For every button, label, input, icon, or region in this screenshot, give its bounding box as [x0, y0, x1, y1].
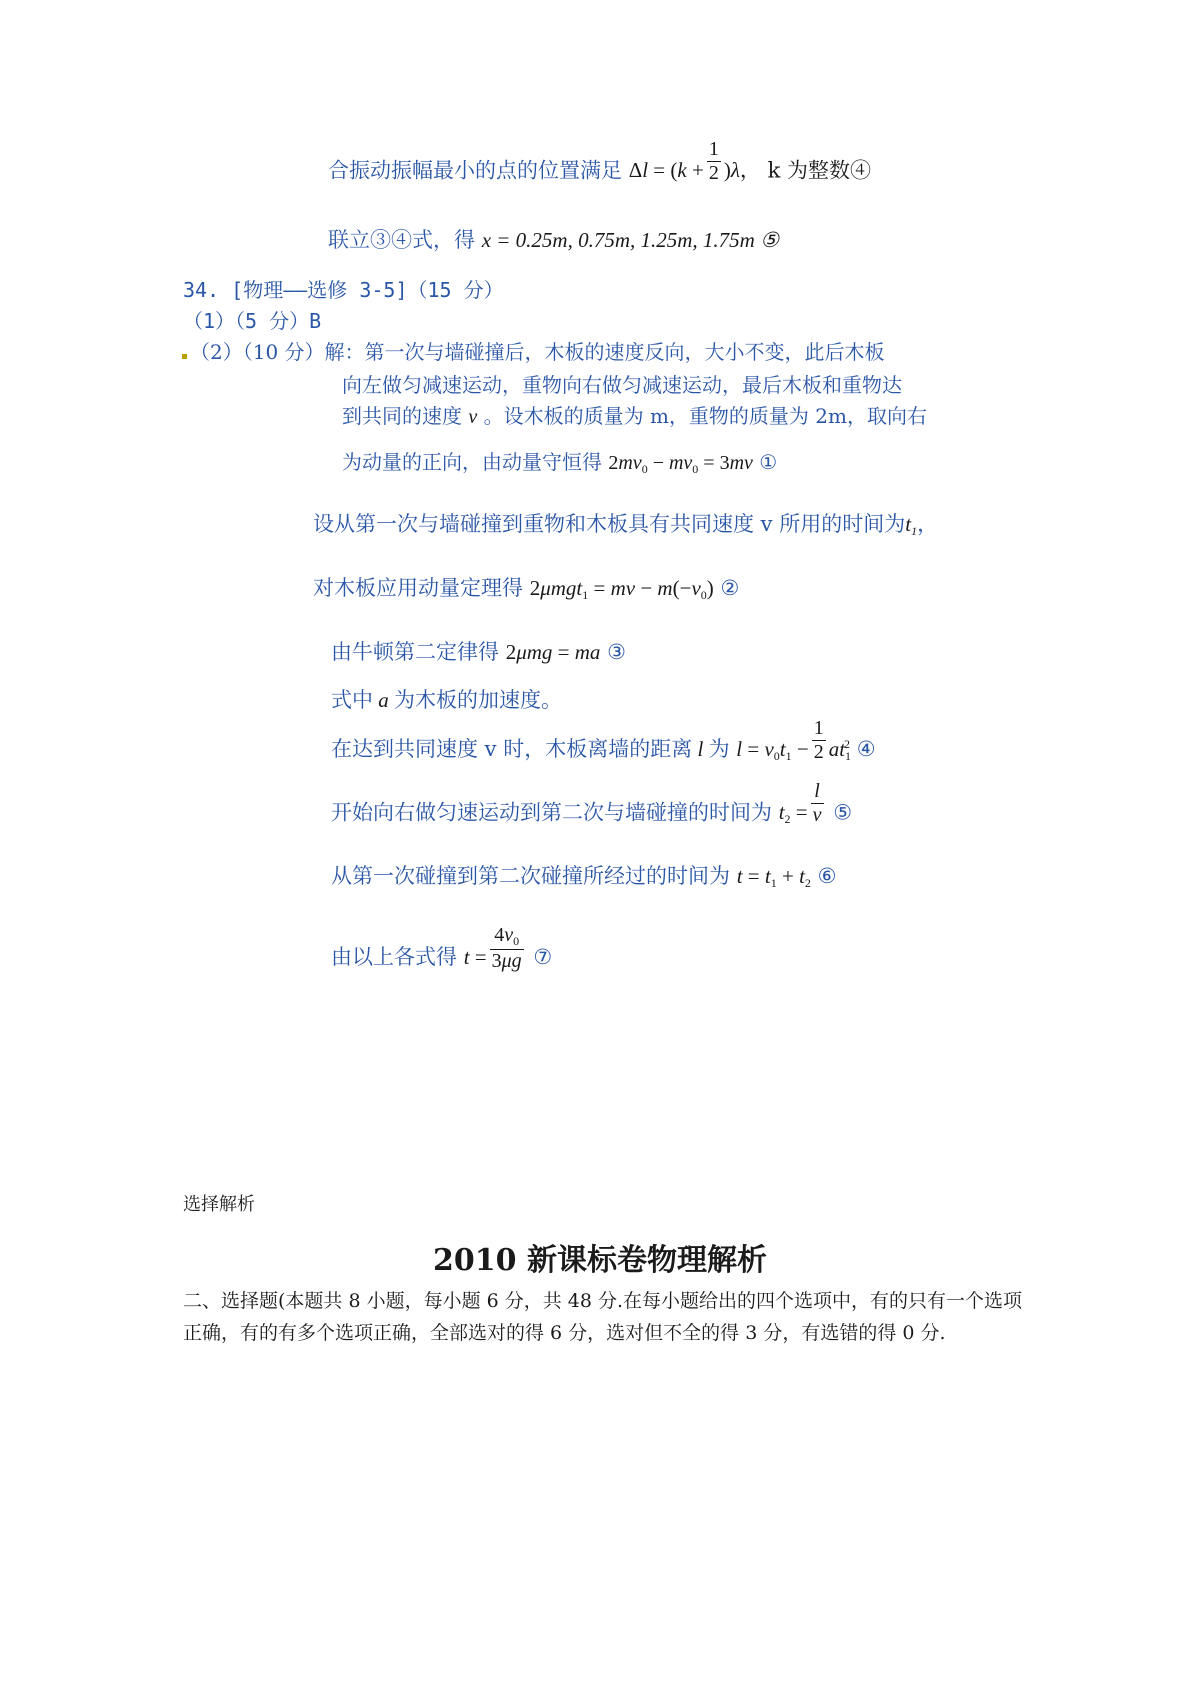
part-2-line-3: [342, 406, 927, 427]
eq2-mark: ②: [720, 576, 740, 600]
eq1-formula: $2mv_0 - mv_0 = 3mv$: [608, 452, 753, 476]
momentum-text: 为动量的正向，由动量守恒得: [342, 450, 602, 474]
text-line-combine: [328, 230, 779, 251]
eq1-mark: ①: [759, 450, 778, 474]
accel-text-b: 为木板的加速度。: [394, 688, 562, 712]
part-2-line-3a: 到共同的速度: [342, 404, 462, 428]
eq5-mark: ⑤: [833, 800, 853, 825]
line-result: [331, 924, 553, 973]
eq2-formula: 2μmgt$_1$ = mv − $m(-v_0)$: [529, 576, 714, 602]
part-1-answer: （1）（5 分）B: [183, 309, 322, 333]
eq4-formula: $l = v_0t_1$ − $\frac{1}{2}$ $at_1^2$: [736, 716, 852, 763]
distance-text-b: 为: [708, 737, 730, 761]
x-values-formula: x = 0.25m, 0.75m, 1.25m, 1.75m ⑤: [481, 228, 779, 252]
l-symbol: l: [692, 737, 709, 761]
t1-symbol: $t_1$: [905, 512, 918, 538]
newton-text: 由牛顿第二定律得: [331, 640, 499, 664]
v-symbol: v: [468, 406, 478, 428]
part-2-line-2: 向左做匀减速运动，重物向右做匀减速运动，最后木板和重物达: [342, 373, 902, 397]
document-title: 2010 新课标卷物理解析: [433, 1243, 767, 1278]
marker-dot: [182, 354, 187, 359]
impulse-text: 对木板应用动量定理得: [313, 576, 523, 600]
eq5-formula: $t_2$ = $\frac{l}{v}$: [778, 780, 822, 827]
eq3-formula: 2μmg = ma: [505, 640, 601, 664]
eq6-mark: ⑥: [817, 864, 837, 888]
time-t1-text: 设从第一次与墙碰撞到重物和木板具有共同速度 v 所用的时间为: [313, 512, 906, 536]
a-symbol: a: [373, 688, 394, 712]
line-time-t1: 设从第一次与墙碰撞到重物和木板具有共同速度 v 所用的时间为$t_1$，: [313, 512, 939, 538]
line-distance: [331, 716, 876, 764]
eq3-mark: ③: [607, 640, 626, 664]
eq4-mark: ④: [856, 737, 876, 761]
part-2-line-4: [342, 452, 777, 475]
section-label: 选择解析: [183, 1194, 255, 1215]
part-2-line-1: （2）（10 分）解：第一次与墙碰撞后，木板的速度反向，大小不变，此后木板: [190, 340, 885, 364]
line-total-time: [331, 866, 836, 889]
line-newton: [331, 642, 626, 663]
total-time-text: 从第一次碰撞到第二次碰撞所经过的时间为: [331, 864, 730, 888]
result-text: 由以上各式得: [331, 945, 457, 970]
instructions-paragraph: 二、选择题(本题共 8 小题，每小题 6 分，共 48 分.在每小题给出的四个选项中，有的只有一个选项正确，有的有多个选项正确，全部选对的得 6 分，选对但不全的得 3 分，有选错的得 0 分.: [183, 1290, 1023, 1344]
line-impulse: [313, 578, 739, 601]
k-integer-note: k 为整数④: [767, 158, 872, 183]
line-second-collision: [331, 780, 853, 827]
eq6-formula: $t = t_1 + t_2$: [736, 864, 811, 890]
question-34-heading: 34. [物理——选修 3-5]（15 分）: [183, 278, 504, 302]
text-line-min-amplitude: [328, 138, 872, 185]
accel-text-a: 式中: [331, 688, 373, 712]
part-2-line-3b: 。设木板的质量为 m，重物的质量为 2m，取向右: [483, 404, 927, 428]
second-collision-text: 开始向右做匀速运动到第二次与墙碰撞的时间为: [331, 800, 772, 825]
min-amplitude-text: 合振动振幅最小的点的位置满足: [328, 158, 622, 183]
formula-delta-l: Δl = (k + $\frac{1}{2}$ )λ，: [628, 138, 761, 184]
eq7-formula: t = $\frac{4v_0}{3\mu g}$: [463, 924, 522, 972]
combine-text: 联立③④式，得: [328, 228, 475, 252]
eq7-mark: ⑦: [533, 945, 553, 970]
distance-text: 在达到共同速度 v 时，木板离墙的距离: [331, 737, 693, 761]
line-acceleration: [331, 690, 562, 711]
